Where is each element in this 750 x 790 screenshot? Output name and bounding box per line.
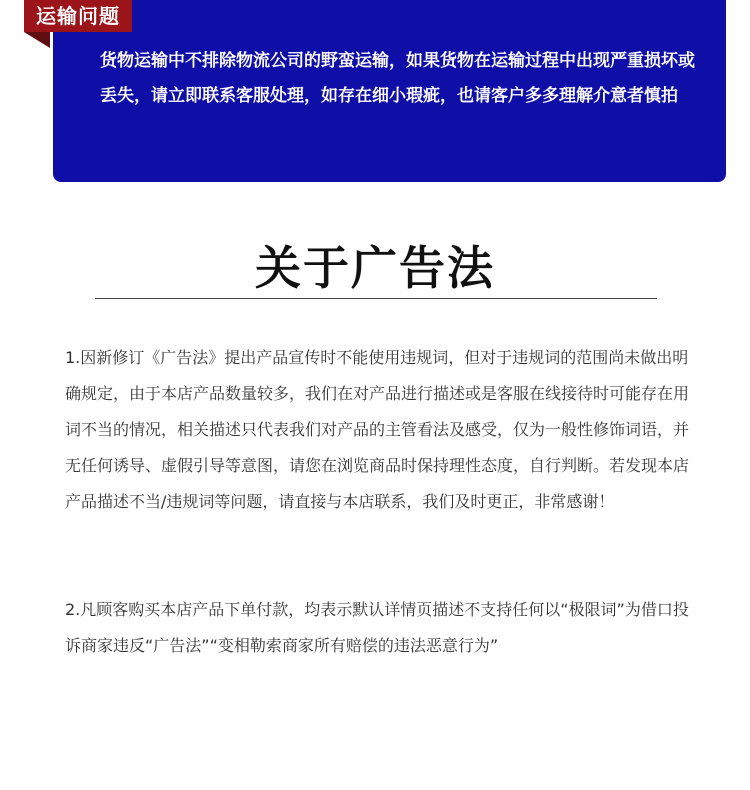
ad-law-paragraph-2: 2.凡顾客购买本店产品下单付款，均表示默认详情页描述不支持任何以“极限词”为借口投诉商家违反“广告法”“变相勒索商家所有赔偿的违法恶意行为” [65,600,689,655]
section-title: 关于广告法 [255,241,495,295]
ad-law-paragraph-1: 1.因新修订《广告法》提出产品宣传时不能使用违规词，但对于违规词的范围尚未做出明确规定，由于本店产品数量较多，我们在对产品进行描述或是客服在线接待时可能存在用词不当的情况，相关描述只代表我们对产品的主管看法及感受，仅为一般性修饰词语，并无任何诱导、虚假引导等意图，请您在浏览商品时保持理性态度，自行判断。若发现本店产品描述不当/违规词等问题，请直接与本店联系，我们及时更正，非常感谢！ [65,348,690,511]
shipping-notice-text: 货物运输中不排除物流公司的野蛮运输，如果货物在运输过程中出现严重损坏或丢失，请立即联系客服处理，如存在细小瑕疵，也请客户多多理解介意者慎拍 [100,51,695,106]
shipping-issue-tag: 运输问题 [24,0,132,32]
tag-ribbon-fold [24,32,50,48]
title-divider [95,298,657,299]
